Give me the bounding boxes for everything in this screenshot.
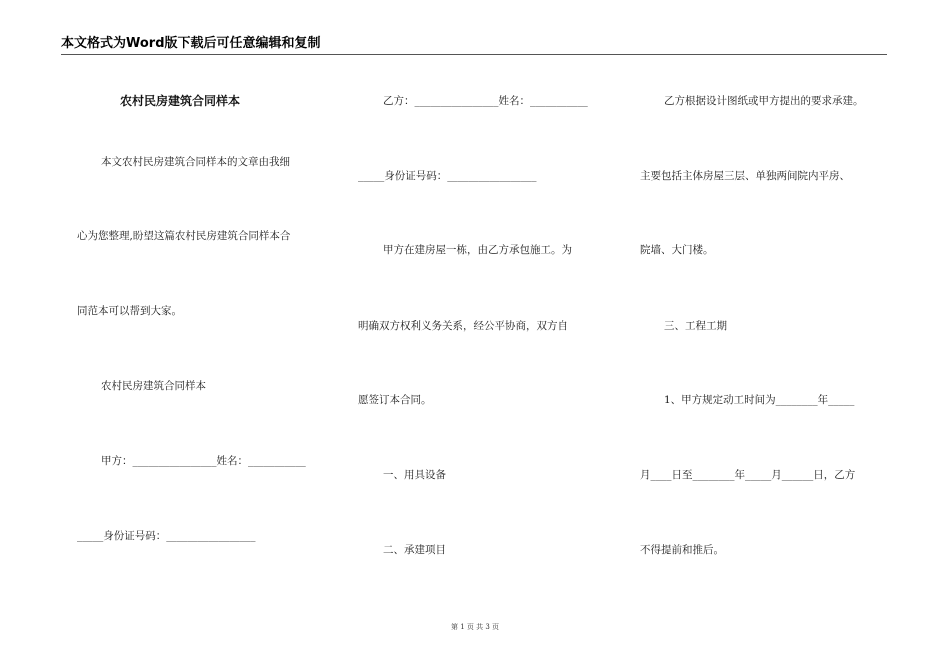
party-a-line: 甲方：________________姓名：___________ — [101, 455, 306, 467]
section-heading: 一、用具设备 — [383, 469, 446, 481]
party-a-id-line: _____身份证号码：_________________ — [77, 530, 256, 542]
paragraph-line: 主要包括主体房屋三层、单独两间院内平房、 — [640, 170, 850, 182]
header-text: 本文格式为Word版下载后可任意编辑和复制 — [61, 36, 321, 51]
document-header — [61, 36, 887, 54]
paragraph-line: 不得提前和推后。 — [640, 544, 724, 556]
header-divider — [61, 54, 887, 55]
paragraph-line: 月____日至________年_____月______日，乙方 — [640, 469, 856, 481]
paragraph-line: 心为您整理,盼望这篇农村民房建筑合同样本合 — [77, 230, 291, 242]
section-heading: 三、工程工期 — [664, 320, 727, 332]
paragraph-line: 1、甲方规定动工时间为________年_____ — [664, 394, 855, 406]
paragraph-line: 同范本可以帮到大家。 — [77, 305, 182, 317]
party-b-line: 乙方：________________姓名：___________ — [383, 95, 588, 107]
paragraph-line: 院墙、大门楼。 — [640, 244, 714, 256]
section-heading: 农村民房建筑合同样本 — [101, 380, 206, 392]
paragraph-line: 愿签订本合同。 — [358, 394, 432, 406]
paragraph-line: 甲方在建房屋一栋，由乙方承包施工。为 — [383, 244, 572, 256]
page-number: 第 1 页 共 3 页 — [450, 623, 500, 631]
party-b-id-line: _____身份证号码：_________________ — [358, 170, 537, 182]
paragraph-line: 乙方根据设计图纸或甲方提出的要求承建。 — [664, 95, 864, 107]
paragraph-line: 明确双方权利义务关系，经公平协商，双方自 — [358, 320, 568, 332]
paragraph-line: 本文农村民房建筑合同样本的文章由我细 — [101, 156, 290, 168]
document-title: 农村民房建筑合同样本 — [120, 94, 241, 108]
section-heading: 二、承建项目 — [383, 544, 446, 556]
